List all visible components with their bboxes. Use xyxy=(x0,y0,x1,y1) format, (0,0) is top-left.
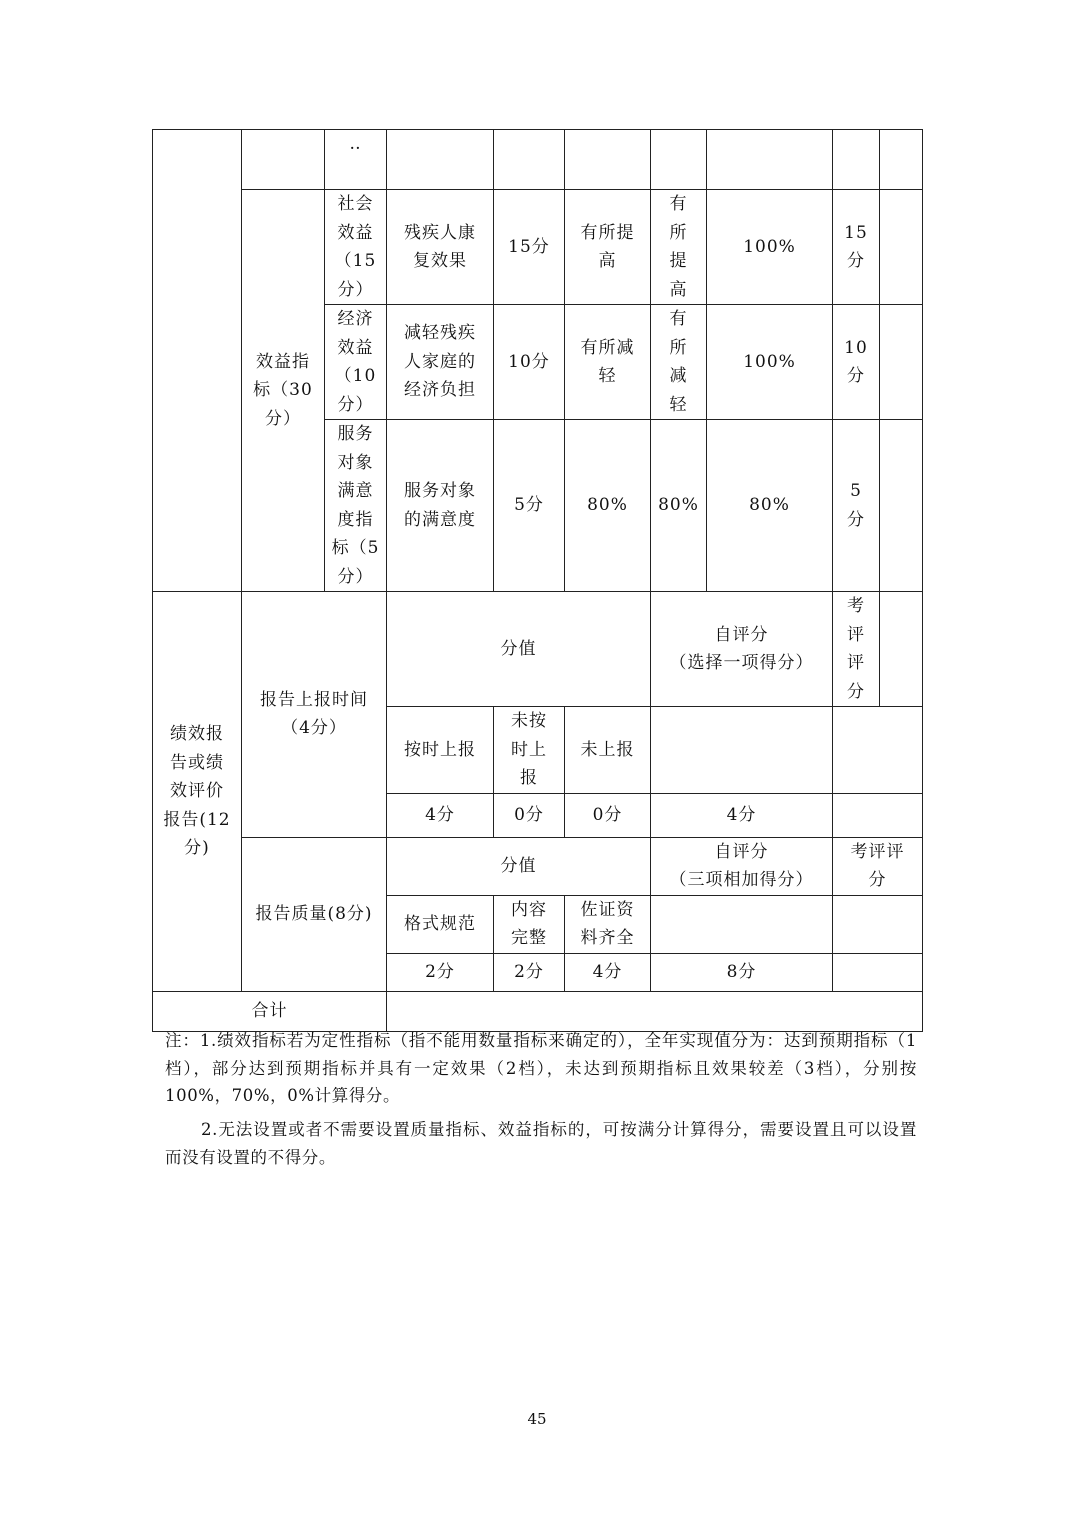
sub-indicator: 社会 效益 （15 分） xyxy=(325,190,387,305)
quality-option: 内容 完整 xyxy=(494,895,565,953)
empty-cell xyxy=(565,130,651,190)
indicator-target: 80% xyxy=(565,420,651,592)
empty-cell xyxy=(242,130,325,190)
report-time-label: 报告上报时间 （4分） xyxy=(242,592,387,838)
indicator-rate: 100% xyxy=(707,305,833,420)
indicator-result: 5 分 xyxy=(833,420,880,592)
section-cell-empty xyxy=(153,130,242,592)
option-score: 2分 xyxy=(494,953,565,991)
note-1: 注：1.绩效指标若为定性指标（指不能用数量指标来确定的），全年实现值分为：达到预期指标（1档），部分达到预期指标并具有一定效果（2档），未达到预期指标且效果较差（3档），分别按100%，70%，0%计算得分。 xyxy=(165,1031,917,1105)
indicator-actual: 有 所 减 轻 xyxy=(651,305,707,420)
report-option: 按时上报 xyxy=(387,707,494,794)
report-quality-label: 报告质量(8分) xyxy=(242,837,387,991)
review-score-header: 考 评 评 分 xyxy=(833,592,880,707)
benefit-indicator-label: 效益指 标（30 分） xyxy=(242,190,325,592)
empty-cell xyxy=(833,707,923,794)
indicator-actual: 有 所 提 高 xyxy=(651,190,707,305)
total-value-empty xyxy=(387,991,923,1031)
indicator-score: 5分 xyxy=(494,420,565,592)
review-score-empty xyxy=(833,953,923,991)
empty-cell xyxy=(651,130,707,190)
self-score-header: 自评分 （三项相加得分） xyxy=(651,837,833,895)
review-score-header: 考评评 分 xyxy=(833,837,923,895)
empty-cell xyxy=(880,420,923,592)
option-score: 0分 xyxy=(494,793,565,837)
total-row xyxy=(153,991,923,1031)
table-row xyxy=(153,592,923,707)
page-number: 45 xyxy=(527,1410,547,1428)
self-score: 4分 xyxy=(651,793,833,837)
note-2: 2.无法设置或者不需要设置质量指标、效益指标的，可按满分计算得分，需要设置且可以设置而没有设置的不得分。 xyxy=(165,1120,917,1167)
sub-indicator: 经济 效益 （10 分） xyxy=(325,305,387,420)
empty-cell xyxy=(387,130,494,190)
total-label: 合计 xyxy=(153,991,387,1031)
value-header: 分值 xyxy=(387,837,651,895)
indicator-rate: 100% xyxy=(707,190,833,305)
indicator-score: 10分 xyxy=(494,305,565,420)
review-score-empty xyxy=(833,793,923,837)
indicator-score: 15分 xyxy=(494,190,565,305)
self-score: 8分 xyxy=(651,953,833,991)
empty-cell xyxy=(651,707,833,794)
empty-cell xyxy=(880,305,923,420)
empty-cell xyxy=(707,130,833,190)
self-score-header: 自评分 （选择一项得分） xyxy=(651,592,833,707)
value-header: 分值 xyxy=(387,592,651,707)
option-score: 4分 xyxy=(387,793,494,837)
option-score: 4分 xyxy=(565,953,651,991)
sub-indicator: 服务 对象 满意 度指 标（5 分） xyxy=(325,420,387,592)
indicator-actual: 80% xyxy=(651,420,707,592)
indicator-name: 服务对象 的满意度 xyxy=(387,420,494,592)
empty-cell xyxy=(833,130,880,190)
table-row xyxy=(153,190,923,305)
quality-option: 佐证资 料齐全 xyxy=(565,895,651,953)
performance-table xyxy=(152,129,923,1032)
report-option: 未上报 xyxy=(565,707,651,794)
empty-cell xyxy=(880,190,923,305)
empty-cell xyxy=(651,895,833,953)
indicator-name: 残疾人康 复效果 xyxy=(387,190,494,305)
indicator-target: 有所减 轻 xyxy=(565,305,651,420)
empty-cell xyxy=(880,130,923,190)
option-score: 0分 xyxy=(565,793,651,837)
empty-cell xyxy=(880,592,923,707)
indicator-name: 减轻残疾 人家庭的 经济负担 xyxy=(387,305,494,420)
indicator-result: 10 分 xyxy=(833,305,880,420)
empty-cell xyxy=(494,130,565,190)
option-score: 2分 xyxy=(387,953,494,991)
ellipsis-cell: ‥ xyxy=(325,130,387,190)
indicator-target: 有所提 高 xyxy=(565,190,651,305)
empty-cell xyxy=(833,895,923,953)
table-row xyxy=(153,837,923,895)
report-option: 未按 时上 报 xyxy=(494,707,565,794)
quality-option: 格式规范 xyxy=(387,895,494,953)
report-section-label: 绩效报 告或绩 效评价 报告(12 分) xyxy=(153,592,242,992)
indicator-rate: 80% xyxy=(707,420,833,592)
indicator-result: 15 分 xyxy=(833,190,880,305)
